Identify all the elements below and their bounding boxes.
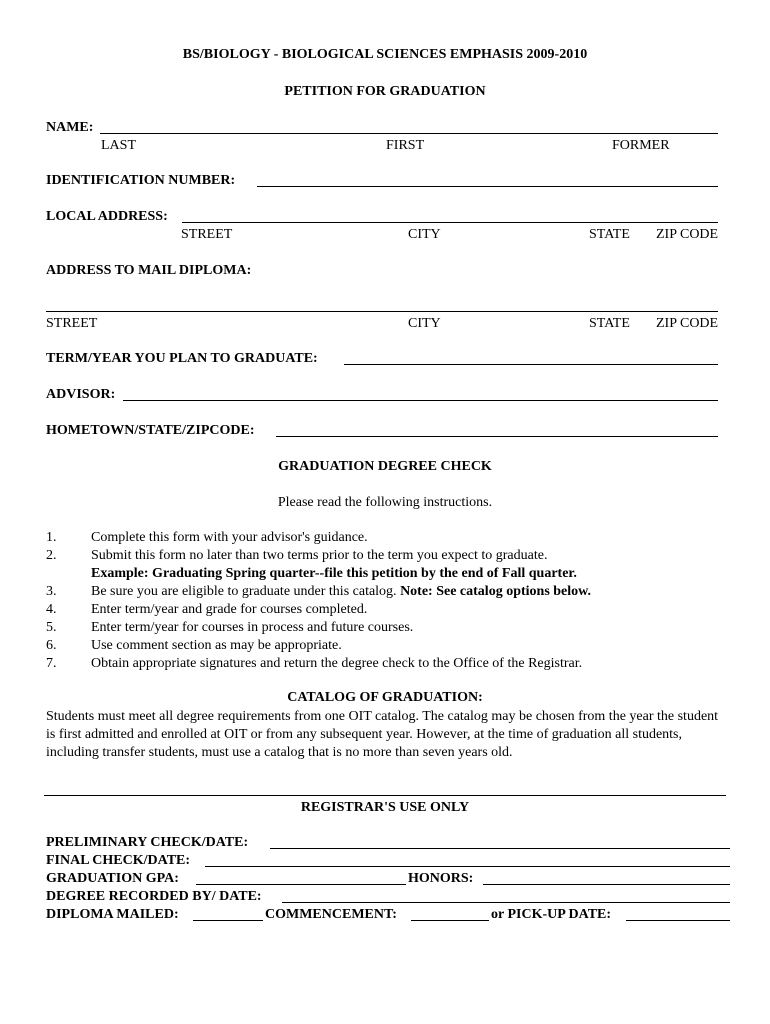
commencement-field[interactable]: [411, 920, 489, 921]
instruction-note: Note: See catalog options below.: [400, 584, 591, 599]
commencement-label: COMMENCEMENT:: [265, 907, 397, 922]
diploma-mailed-label: DIPLOMA MAILED:: [46, 907, 179, 922]
mail-address-label: ADDRESS TO MAIL DIPLOMA:: [46, 263, 252, 278]
instruction-text: Enter term/year for courses in process and future courses.: [91, 620, 414, 635]
instruction-num: 5.: [46, 620, 57, 635]
honors-field[interactable]: [483, 884, 730, 885]
mail-sub-zip: ZIP CODE: [656, 316, 719, 331]
local-address-field[interactable]: [182, 222, 718, 223]
local-sub-city: CITY: [408, 227, 441, 242]
mail-sub-city: CITY: [408, 316, 441, 331]
preliminary-check-label: PRELIMINARY CHECK/DATE:: [46, 835, 249, 850]
degree-check-intro: Please read the following instructions.: [277, 495, 493, 510]
form-title: PETITION FOR GRADUATION: [284, 84, 486, 99]
hometown-label: HOMETOWN/STATE/ZIPCODE:: [46, 423, 255, 438]
name-label: NAME:: [46, 120, 94, 135]
instruction-text: Enter term/year and grade for courses completed.: [91, 602, 368, 617]
mail-address-field[interactable]: [46, 311, 718, 312]
graduation-gpa-label: GRADUATION GPA:: [46, 871, 179, 886]
local-sub-street: STREET: [181, 227, 233, 242]
degree-recorded-field[interactable]: [282, 902, 730, 903]
diploma-mailed-field[interactable]: [193, 920, 263, 921]
advisor-field[interactable]: [123, 400, 718, 401]
name-field[interactable]: [100, 133, 718, 134]
hometown-field[interactable]: [276, 436, 718, 437]
instruction-text: Use comment section as may be appropriate.: [91, 638, 342, 653]
final-check-field[interactable]: [205, 866, 730, 867]
registrar-heading: REGISTRAR'S USE ONLY: [300, 800, 470, 815]
degree-recorded-label: DEGREE RECORDED BY/ DATE:: [46, 889, 262, 904]
mail-sub-street: STREET: [46, 316, 98, 331]
instruction-num: 7.: [46, 656, 57, 671]
local-sub-zip: ZIP CODE: [656, 227, 719, 242]
instruction-num: 2.: [46, 548, 57, 563]
graduation-gpa-field[interactable]: [196, 884, 406, 885]
local-sub-state: STATE: [589, 227, 630, 242]
id-number-field[interactable]: [257, 186, 718, 187]
degree-check-heading: GRADUATION DEGREE CHECK: [278, 459, 492, 474]
instruction-text: Submit this form no later than two terms prior to the term you expect to graduate.: [91, 548, 548, 563]
name-sub-former: FORMER: [612, 138, 670, 153]
final-check-label: FINAL CHECK/DATE:: [46, 853, 191, 868]
instruction-text: Complete this form with your advisor's guidance.: [91, 530, 368, 545]
mail-sub-state: STATE: [589, 316, 630, 331]
id-number-label: IDENTIFICATION NUMBER:: [46, 173, 236, 188]
term-year-field[interactable]: [344, 364, 718, 365]
instruction-num: 4.: [46, 602, 57, 617]
local-address-label: LOCAL ADDRESS:: [46, 209, 168, 224]
name-sub-first: FIRST: [386, 138, 425, 153]
catalog-heading: CATALOG OF GRADUATION:: [287, 690, 483, 705]
instruction-num: 3.: [46, 584, 57, 599]
pickup-date-field[interactable]: [626, 920, 730, 921]
instruction-text-main: Be sure you are eligible to graduate under this catalog.: [91, 584, 401, 599]
instruction-example: Example: Graduating Spring quarter--file this petition by the end of Fall quarter.: [91, 566, 577, 581]
honors-label: HONORS:: [408, 871, 474, 886]
term-year-label: TERM/YEAR YOU PLAN TO GRADUATE:: [46, 351, 318, 366]
program-title: BS/BIOLOGY - BIOLOGICAL SCIENCES EMPHASIS 2009-2010: [182, 47, 588, 62]
pickup-date-label: or PICK-UP DATE:: [491, 907, 612, 922]
instruction-text: Obtain appropriate signatures and return the degree check to the Office of the Registrar.: [91, 656, 583, 671]
instruction-num: 1.: [46, 530, 57, 545]
catalog-body: Students must meet all degree requirements from one OIT catalog. The catalog may be chosen from the year the student is first admitted and enrolled at OIT or from any subsequent year. However, at the time of graduation all students, including transfer students, must use a catalog that is no more than seven years old.: [46, 709, 719, 760]
advisor-label: ADVISOR:: [46, 387, 116, 402]
instruction-num: 6.: [46, 638, 57, 653]
registrar-divider: [44, 795, 726, 796]
name-sub-last: LAST: [101, 138, 136, 153]
preliminary-check-field[interactable]: [270, 848, 730, 849]
instruction-text: [91, 584, 591, 600]
